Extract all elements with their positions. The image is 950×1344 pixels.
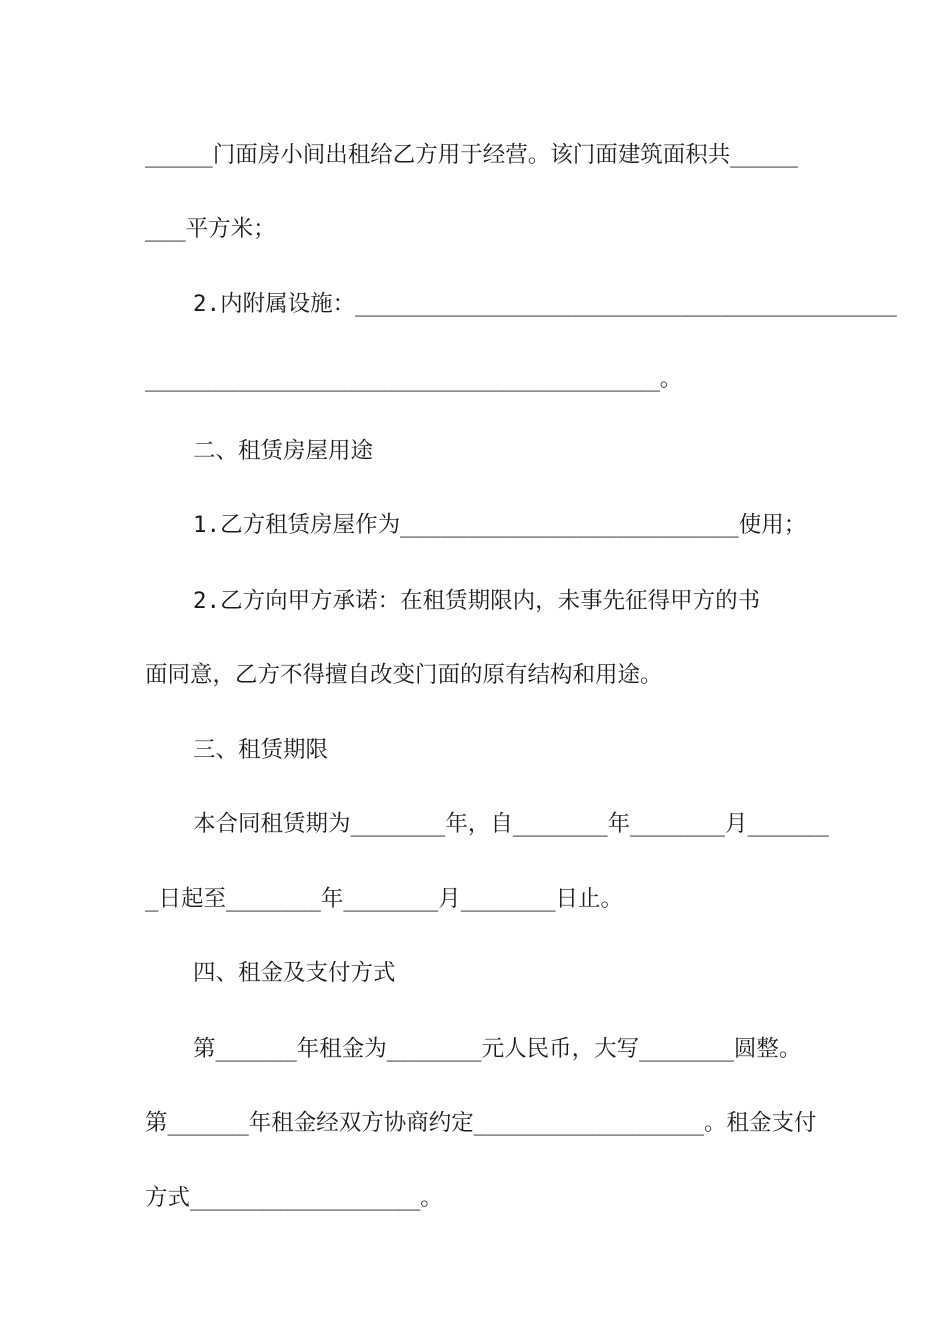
paragraph-line-3: 2.内附属设施：________________________________________ [193,291,897,317]
section-heading-2: 二、租赁房屋用途 [193,438,374,464]
paragraph-line-13: 第______年租金为_______元人民币，大写_______圆整。 [193,1036,802,1062]
paragraph-line-15: 方式_________________。 [145,1185,443,1211]
paragraph-line-8: 面同意，乙方不得擅自改变门面的原有结构和用途。 [145,662,663,688]
paragraph-line-7: 2.乙方向甲方承诺：在租赁期限内，未事先征得甲方的书 [193,588,761,614]
paragraph-line-2: ___平方米； [145,216,276,242]
paragraph-line-14: 第______年租金经双方协商约定_________________。租金支付 [145,1110,817,1136]
paragraph-line-11: _日起至_______年_______月_______日止。 [145,886,624,912]
section-heading-3: 三、租赁期限 [193,737,329,763]
paragraph-line-6: 1.乙方租赁房屋作为_________________________使用； [193,512,807,538]
paragraph-line-10: 本合同租赁期为_______年，自_______年_______月______ [193,811,829,837]
section-heading-4: 四、租金及支付方式 [193,960,396,986]
paragraph-line-4: ______________________________________。 [145,366,683,392]
paragraph-line-1: _____门面房小间出租给乙方用于经营。该门面建筑面积共_____ [145,142,798,168]
